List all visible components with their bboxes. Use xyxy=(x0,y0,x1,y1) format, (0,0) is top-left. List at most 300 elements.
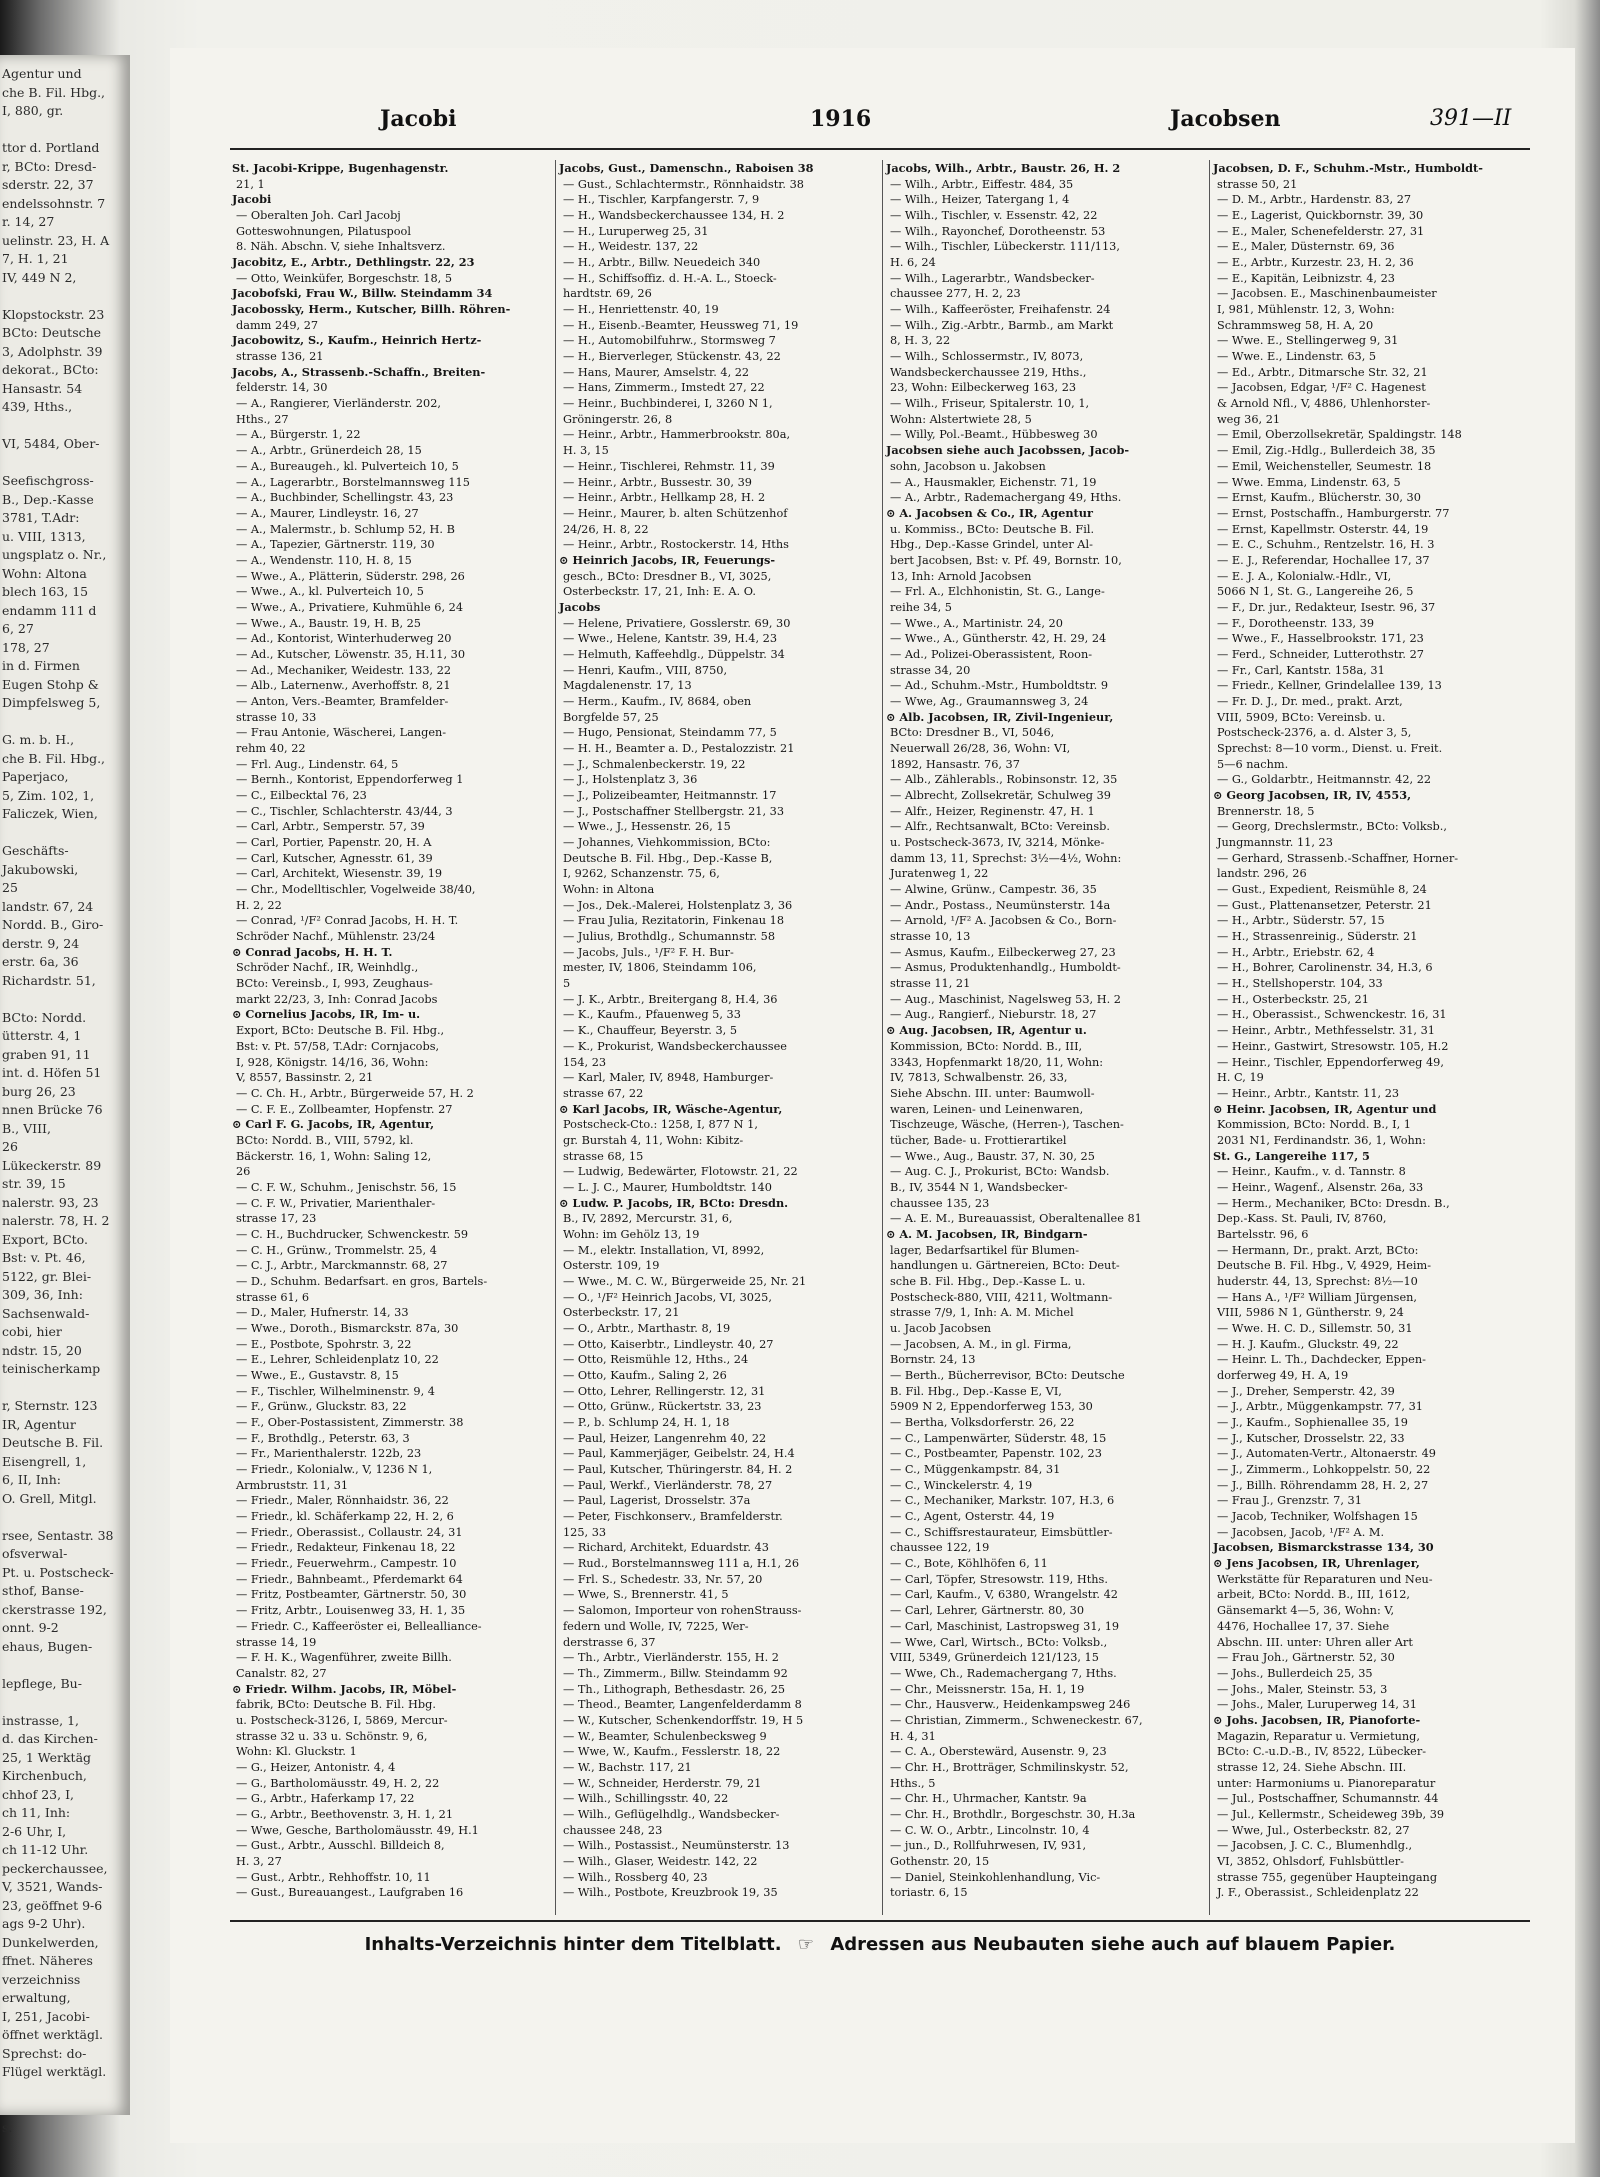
directory-entry-line: 5—6 nachm. xyxy=(1217,757,1289,771)
directory-entry-line: — A., Maurer, Lindleystr. 16, 27 xyxy=(236,506,419,520)
directory-entry-line: — A., Wendenstr. 110, H. 8, 15 xyxy=(236,553,412,567)
directory-entry-line: — K., Kaufm., Pfauenweg 5, 33 xyxy=(563,1008,741,1022)
left-page-line: Jakubowski, xyxy=(2,861,79,877)
directory-entry-line: chaussee 248, 23 xyxy=(563,1823,663,1837)
left-page-line: ofsverwal- xyxy=(2,1546,68,1561)
directory-entry-line: — Friedr., Kolonialw., V, 1236 N 1, xyxy=(236,1463,433,1477)
directory-entry-line: — E., Lagerist, Quickbornstr. 39, 30 xyxy=(1217,209,1424,223)
directory-entry-line: — C., Tischler, Schlachterstr. 43/44, 3 xyxy=(236,804,453,818)
directory-entry-line: — Ad., Kutscher, Löwenstr. 35, H.11, 30 xyxy=(236,647,466,661)
directory-entry-line: Neuerwall 26/28, 36, Wohn: VI, xyxy=(890,742,1071,755)
directory-entry-line: — Alb., Zählerabls., Robinsonstr. 12, 35 xyxy=(890,773,1118,787)
directory-entry-line: — Wwe., A., Martinistr. 24, 20 xyxy=(890,616,1063,630)
footer-right-text: Adressen aus Neubauten siehe auch auf blauem Papier. xyxy=(830,1934,1396,1955)
directory-entry-line: u. Postscheck-3673, IV, 3214, Mönke- xyxy=(890,836,1105,850)
directory-entry-line: St. Jacobi-Krippe, Bugenhagenstr. xyxy=(232,161,449,175)
directory-page xyxy=(170,48,1575,2143)
directory-entry-line: toriastr. 6, 15 xyxy=(890,1886,968,1900)
directory-entry-line: Jacobs xyxy=(559,599,601,614)
left-page-line: Richardstr. 51, xyxy=(2,972,96,988)
left-page-line: IV, 449 N 2, xyxy=(2,269,77,285)
directory-entry-line: — Wwe. E., Lindenstr. 63, 5 xyxy=(1217,350,1377,364)
directory-entry-line: — Frau Antonie, Wäscherei, Langen- xyxy=(236,726,447,740)
left-page-line: Bst: v. Pt. 46, xyxy=(2,1250,86,1265)
directory-entry-line: — Gust., Expedient, Reismühle 8, 24 xyxy=(1217,883,1427,897)
directory-entry-line: — Aug., Rangierf., Nieburstr. 18, 27 xyxy=(890,1008,1097,1022)
directory-entry-line: Dep.-Kass. St. Pauli, IV, 8760, xyxy=(1217,1212,1387,1226)
directory-entry-line: — Jacobsen, Jacob, ¹/F² A. M. xyxy=(1217,1525,1385,1539)
left-page-line: 5, Zim. 102, 1, xyxy=(2,787,95,803)
left-page-line: ckerstrasse 192, xyxy=(2,1601,107,1617)
left-page-line: 3781, T.Adr: xyxy=(2,510,80,525)
directory-entry-line: Jungmannstr. 11, 23 xyxy=(1217,836,1333,850)
directory-entry-line: Werkstätte für Reparaturen und Neu- xyxy=(1217,1572,1433,1586)
directory-entry-line: hardtstr. 69, 26 xyxy=(563,287,652,301)
directory-entry-line: Jacobossky, Herm., Kutscher, Billh. Röhren- xyxy=(232,302,511,317)
left-page-line: ndstr. 15, 20 xyxy=(2,1342,82,1358)
directory-entry-line: — Anton, Vers.-Beamter, Bramfelder- xyxy=(236,694,449,708)
left-page-line: u. VIII, 1313, xyxy=(2,528,86,544)
directory-entry-line: — Albrecht, Zollsekretär, Schulweg 39 xyxy=(890,789,1111,803)
directory-entry-line: — Gust., Schlachtermstr., Rönnhaidstr. 38 xyxy=(563,177,804,191)
directory-entry-line: Borgfelde 57, 25 xyxy=(563,710,659,724)
directory-entry-line: — Wwe, Carl, Wirtsch., BCto: Volksb., xyxy=(890,1635,1108,1649)
directory-entry-line: — Daniel, Steinkohlenhandlung, Vic- xyxy=(890,1870,1101,1884)
directory-entry-line: — Heinr., Gastwirt, Stresowstr. 105, H.2 xyxy=(1217,1039,1449,1053)
left-page-line: r. 14, 27 xyxy=(2,214,55,229)
left-page-line: ags 9-2 Uhr). xyxy=(2,1916,86,1931)
directory-entry-line: — Alwine, Grünw., Campestr. 36, 35 xyxy=(890,883,1097,897)
directory-entry-line: — Wilh., Postassist., Neumünsterstr. 13 xyxy=(563,1839,790,1853)
directory-entry-line: — Emil, Weichensteller, Seumestr. 18 xyxy=(1217,459,1432,473)
directory-entry-line: — Friedr., Redakteur, Finkenau 18, 22 xyxy=(236,1541,456,1555)
directory-entry-line: — Emil, Zig.-Hdlg., Bullerdeich 38, 35 xyxy=(1217,444,1436,458)
directory-entry-line: — Friedr. C., Kaffeeröster ei, Bellealliance- xyxy=(236,1619,482,1633)
directory-entry-line: — Jacobsen, A. M., in gl. Firma, xyxy=(890,1337,1072,1351)
directory-entry-line: 5909 N 2, Eppendorferweg 153, 30 xyxy=(890,1400,1093,1414)
directory-entry-line: 4476, Hochallee 17, 37. Siehe xyxy=(1217,1619,1390,1633)
directory-entry-line: — C. H., Grünw., Trommelstr. 25, 4 xyxy=(236,1243,437,1257)
left-page-line: Pt. u. Postscheck- xyxy=(2,1564,114,1580)
left-page-line: Dimpfelsweg 5, xyxy=(2,695,101,710)
directory-entry-line: fabrik, BCto: Deutsche B. Fil. Hbg. xyxy=(236,1698,436,1712)
directory-entry-line: — Asmus, Produktenhandlg., Humboldt- xyxy=(890,961,1121,975)
directory-entry-line: — Wilh., Heizer, Tatergang 1, 4 xyxy=(890,193,1070,207)
directory-entry-line: — O., Arbtr., Marthastr. 8, 19 xyxy=(563,1322,731,1335)
column-3 xyxy=(886,160,1209,1915)
directory-entry-line: federn und Wolle, IV, 7225, Wer- xyxy=(563,1619,749,1633)
directory-entry-line: — W., Kutscher, Schenkendorffstr. 19, H 5 xyxy=(563,1713,804,1727)
directory-entry-line: — Helene, Privatiere, Gosslerstr. 69, 30 xyxy=(563,616,791,630)
directory-entry-line: — A., Bureaugeh., kl. Pulverteich 10, 5 xyxy=(236,459,459,473)
directory-entry-line: Postscheck-880, VIII, 4211, Woltmann- xyxy=(890,1290,1113,1304)
directory-entry-line: Wandsbeckerchaussee 219, Hths., xyxy=(890,365,1087,379)
directory-entry-line: Bornstr. 24, 13 xyxy=(890,1353,976,1367)
directory-entry-line: — Carl, Töpfer, Stresowstr. 119, Hths. xyxy=(890,1572,1108,1586)
directory-entry-line: — Hans, Maurer, Amselstr. 4, 22 xyxy=(563,365,750,379)
directory-entry-line: — Alb., Laternenw., Averhoffstr. 8, 21 xyxy=(236,679,451,693)
directory-entry-line: — Jacobsen. E., Maschinenbaumeister xyxy=(1217,287,1437,301)
directory-entry-line: — Carl, Kaufm., V, 6380, Wrangelstr. 42 xyxy=(890,1588,1118,1602)
directory-entry-line: sohn, Jacobson u. Jakobsen xyxy=(890,459,1046,473)
directory-entry-line: St. G., Langereihe 117, 5 xyxy=(1213,1148,1370,1163)
directory-entry-line: Schrammsweg 58, H. A, 20 xyxy=(1217,318,1374,332)
directory-entry-line: Jacobs, Wilh., Arbtr., Baustr. 26, H. 2 xyxy=(886,161,1121,175)
directory-entry-line: — W., Bachstr. 117, 21 xyxy=(563,1760,692,1774)
directory-entry-line: — Alfr., Heizer, Reginenstr. 47, H. 1 xyxy=(890,804,1095,818)
directory-entry-line: — Otto, Grünw., Rückertstr. 33, 23 xyxy=(563,1400,762,1414)
directory-entry-line: — J., Automaten-Vertr., Altonaerstr. 49 xyxy=(1217,1447,1436,1461)
directory-entry-line: — Otto, Kaufm., Saling 2, 26 xyxy=(563,1369,727,1383)
directory-entry-line: B., IV, 3544 N 1, Wandsbecker- xyxy=(890,1180,1068,1194)
column-2 xyxy=(559,160,882,1915)
directory-entry-line: — H., Arbtr., Eriebstr. 62, 4 xyxy=(1217,945,1375,959)
directory-entry-line: strasse 67, 22 xyxy=(563,1086,644,1100)
directory-entry-line: — Heinr., Arbtr., Rostockerstr. 14, Hths xyxy=(563,538,789,552)
directory-entry-line: — J., Kutscher, Drosselstr. 22, 33 xyxy=(1217,1431,1405,1445)
directory-entry-line: — H., Weidestr. 137, 22 xyxy=(563,240,699,254)
directory-entry-line: 8, H. 3, 22 xyxy=(890,334,951,348)
directory-entry-line: strasse 14, 19 xyxy=(236,1635,317,1649)
directory-entry-line: — Johs., Maler, Steinstr. 53, 3 xyxy=(1217,1682,1388,1696)
directory-entry-line: — J., Dreher, Semperstr. 42, 39 xyxy=(1217,1384,1395,1398)
directory-entry-line: — H., Bierverleger, Stückenstr. 43, 22 xyxy=(563,350,781,364)
left-page-line: 25, 1 Werktäg xyxy=(2,1749,92,1765)
directory-entry-line: chaussee 135, 23 xyxy=(890,1196,990,1210)
directory-entry-line: H. 6, 24 xyxy=(890,256,936,270)
directory-entry-line: 2031 N1, Ferdinandstr. 36, 1, Wohn: xyxy=(1217,1133,1426,1147)
directory-entry-line: damm 13, 11, Sprechst: 3½—4½, Wohn: xyxy=(890,851,1122,865)
directory-entry-line: — Gust., Bureauangest., Laufgraben 16 xyxy=(236,1886,464,1900)
directory-entry-line: — H. J. Kaufm., Gluckstr. 49, 22 xyxy=(1217,1337,1399,1351)
directory-entry-line: — A., Malermstr., b. Schlump 52, H. B xyxy=(236,522,455,536)
directory-entry-line: — Ernst, Kaufm., Blücherstr. 30, 30 xyxy=(1217,491,1421,505)
directory-entry-line: — Johannes, Viehkommission, BCto: xyxy=(563,836,771,850)
directory-entry-line: strasse 136, 21 xyxy=(236,350,324,364)
directory-entry-line: — Heinr., Arbtr., Kantstr. 11, 23 xyxy=(1217,1086,1400,1100)
directory-entry-line: — Jul., Kellermstr., Scheideweg 39b, 39 xyxy=(1217,1807,1445,1821)
directory-entry-line: — Wwe, Jul., Osterbeckstr. 82, 27 xyxy=(1217,1823,1410,1837)
directory-entry-line: Magazin, Reparatur u. Vermietung, xyxy=(1217,1729,1420,1743)
directory-entry-line: ⊙ Heinr. Jacobsen, IR, Agentur und xyxy=(1213,1101,1437,1116)
directory-entry-line: — Chr. H., Uhrmacher, Kantstr. 9a xyxy=(890,1792,1087,1806)
directory-entry-line: — K., Prokurist, Wandsbeckerchaussee xyxy=(563,1039,787,1053)
left-page-line: nnen Brücke 76 xyxy=(2,1102,103,1117)
directory-entry-line: — H., Tischler, Karpfangerstr. 7, 9 xyxy=(563,193,760,207)
directory-entry-line: — F., Dorotheenstr. 133, 39 xyxy=(1217,616,1375,630)
directory-entry-line: — Theod., Beamter, Langenfelderdamm 8 xyxy=(563,1698,802,1712)
directory-entry-line: — H., Automobilfuhrw., Stormsweg 7 xyxy=(563,334,776,348)
left-page-line: ttor d. Portland xyxy=(2,140,100,155)
left-page-line: Sachsenwald- xyxy=(2,1305,90,1321)
directory-entry-line: Hths., 5 xyxy=(890,1776,936,1790)
directory-entry-line: ⊙ Karl Jacobs, IR, Wäsche-Agentur, xyxy=(559,1101,783,1116)
directory-entry-line: — Friedr., Oberassist., Collaustr. 24, 31 xyxy=(236,1525,463,1539)
directory-entry-line: — Bertha, Volksdorferstr. 26, 22 xyxy=(890,1416,1075,1430)
directory-entry-line: Bäckerstr. 16, 1, Wohn: Saling 12, xyxy=(236,1149,432,1163)
directory-entry-line: — Alfr., Rechtsanwalt, BCto: Vereinsb. xyxy=(890,820,1110,834)
directory-entry-line: — A., Hausmakler, Eichenstr. 71, 19 xyxy=(890,475,1097,489)
directory-entry-line: — E. C., Schuhm., Rentzelstr. 16, H. 3 xyxy=(1217,538,1435,552)
directory-entry-line: tücher, Bade- u. Frottierartikel xyxy=(890,1133,1067,1147)
directory-entry-line: B., IV, 2892, Mercurstr. 31, 6, xyxy=(563,1212,733,1226)
directory-entry-line: — Julius, Brothdlg., Schumannstr. 58 xyxy=(563,930,776,944)
left-page-line: Geschäfts- xyxy=(2,843,69,858)
directory-entry-line: 26 xyxy=(236,1165,251,1179)
directory-entry-line: — Carl, Lehrer, Gärtnerstr. 80, 30 xyxy=(890,1604,1085,1618)
directory-entry-line: — Arnold, ¹/F² A. Jacobsen & Co., Born- xyxy=(890,914,1117,928)
directory-entry-line: — Friedr., kl. Schäferkamp 22, H. 2, 6 xyxy=(236,1510,454,1524)
directory-entry-line: — Carl, Arbtr., Semperstr. 57, 39 xyxy=(236,820,425,834)
directory-entry-line: H. 3, 15 xyxy=(563,444,609,458)
directory-entry-line: — Jacobs, Juls., ¹/F² F. H. Bur- xyxy=(563,945,734,959)
directory-entry-line: — J., Zimmerm., Lohkoppelstr. 50, 22 xyxy=(1217,1463,1431,1477)
directory-entry-line: — Christian, Zimmerm., Schweneckestr. 67, xyxy=(890,1713,1143,1727)
left-page-line: I, 880, gr. xyxy=(2,103,64,118)
directory-entry-line: arbeit, BCto: Nordd. B., III, 1612, xyxy=(1217,1588,1410,1602)
directory-entry-line: Jacobsen, Bismarckstrasse 134, 30 xyxy=(1213,1540,1434,1555)
directory-entry-line: — Wwe, Ag., Graumannsweg 3, 24 xyxy=(890,694,1089,708)
directory-entry-line: — Carl, Maschinist, Lastropsweg 31, 19 xyxy=(890,1619,1120,1633)
directory-entry-line: H. 4, 31 xyxy=(890,1729,936,1743)
directory-entry-line: Jacobi xyxy=(232,192,272,207)
page-header xyxy=(230,106,1530,146)
left-page-line: 5122, gr. Blei- xyxy=(2,1268,92,1284)
left-page-line: erstr. 6a, 36 xyxy=(2,954,79,969)
left-page-line: Kirchenbuch, xyxy=(2,1768,87,1783)
left-page-line: 26 xyxy=(2,1139,18,1154)
directory-entry-line: — Frl. S., Schedestr. 33, Nr. 57, 20 xyxy=(563,1572,763,1586)
directory-entry-line: ⊙ Aug. Jacobsen, IR, Agentur u. xyxy=(886,1023,1087,1038)
directory-entry-line: — C., Postbeamter, Papenstr. 102, 23 xyxy=(890,1447,1102,1461)
directory-entry-line: — F., Tischler, Wilhelminenstr. 9, 4 xyxy=(236,1384,435,1398)
directory-entry-line: — Paul, Heizer, Langenrehm 40, 22 xyxy=(563,1431,767,1445)
directory-entry-line: — Wwe., J., Hessenstr. 26, 15 xyxy=(563,820,731,834)
directory-entry-line: strasse 17, 23 xyxy=(236,1212,317,1226)
directory-entry-line: — H., Wandsbeckerchaussee 134, H. 2 xyxy=(563,209,785,223)
directory-entry-line: VIII, 5909, BCto: Vereinsb. u. xyxy=(1217,710,1386,724)
left-page-line: VI, 5484, Ober- xyxy=(2,436,100,451)
directory-entry-line: Postscheck-2376, a. d. Alster 3, 5, xyxy=(1217,726,1412,740)
directory-entry-line: H. C, 19 xyxy=(1217,1071,1264,1085)
directory-entry-line: — Heinr., Arbtr., Hammerbrookstr. 80a, xyxy=(563,428,791,442)
directory-entry-line: J. F., Oberassist., Schleidenplatz 22 xyxy=(1217,1886,1419,1900)
left-page-line: B., Dep.-Kasse xyxy=(2,491,94,507)
left-page-line: landstr. 67, 24 xyxy=(2,898,94,914)
directory-entry-line: 13, Inh: Arnold Jacobsen xyxy=(890,569,1032,583)
directory-entry-line: V, 8557, Bassinstr. 2, 21 xyxy=(236,1071,374,1085)
directory-entry-line: — Ad., Mechaniker, Weidestr. 133, 22 xyxy=(236,663,452,677)
directory-entry-line: 23, Wohn: Eilbeckerweg 163, 23 xyxy=(890,381,1077,395)
directory-entry-line: — Wwe. Emma, Lindenstr. 63, 5 xyxy=(1217,475,1401,489)
left-page-line: nalerstr. 93, 23 xyxy=(2,1194,99,1210)
directory-entry-line: & Arnold Nfl., V, 4886, Uhlenhorster- xyxy=(1217,397,1431,411)
left-page-line: blech 163, 15 xyxy=(2,584,89,599)
left-page-line: sthof, Banse- xyxy=(2,1583,84,1598)
directory-entry-line: — G., Bartholomäusstr. 49, H. 2, 22 xyxy=(236,1776,440,1790)
directory-entry-line: derstrasse 6, 37 xyxy=(563,1635,656,1649)
directory-entry-line: ⊙ Georg Jacobsen, IR, IV, 4553, xyxy=(1213,788,1412,803)
directory-entry-line: — Heinr., Kaufm., v. d. Tannstr. 8 xyxy=(1217,1165,1406,1179)
left-page-line: r, Sternstr. 123 xyxy=(2,1398,98,1413)
left-page-line: 178, 27 xyxy=(2,639,50,655)
directory-entry-line: VI, 3852, Ohlsdorf, Fuhlsbüttler- xyxy=(1217,1854,1404,1868)
directory-entry-line: — Georg, Drechslermstr., BCto: Volksb., xyxy=(1217,820,1447,834)
directory-entry-line: Jacobofski, Frau W., Billw. Steindamm 34 xyxy=(232,286,493,301)
directory-entry-line: — Wwe., Helene, Kantstr. 39, H.4, 23 xyxy=(563,632,778,646)
directory-entry-line: — Wwe., F., Hasselbrookstr. 171, 23 xyxy=(1217,632,1424,646)
left-page-line: BCto: Nordd. xyxy=(2,1009,87,1025)
directory-entry-line: u. Postscheck-3126, I, 5869, Mercur- xyxy=(236,1713,448,1727)
directory-entry-line: — Gerhard, Strassenb.-Schaffner, Horner- xyxy=(1217,851,1459,865)
directory-entry-line: — J., Holstenplatz 3, 36 xyxy=(563,773,698,787)
directory-entry-line: Gänsemarkt 4—5, 36, Wohn: V, xyxy=(1217,1604,1395,1618)
directory-entry-line: — Frau Julia, Rezitatorin, Finkenau 18 xyxy=(563,914,785,928)
directory-entry-line: 24/26, H. 8, 22 xyxy=(563,522,649,536)
directory-entry-line: Wohn: Kl. Gluckstr. 1 xyxy=(236,1745,357,1759)
directory-entry-line: — G., Goldarbtr., Heitmannstr. 42, 22 xyxy=(1217,773,1432,787)
left-page-line: Flügel werktägl. xyxy=(2,2064,107,2079)
directory-entry-line: — Asmus, Kaufm., Eilbeckerweg 27, 23 xyxy=(890,945,1116,959)
directory-entry-line: — Wwe, Gesche, Bartholomäusstr. 49, H.1 xyxy=(236,1823,479,1837)
directory-entry-line: — Th., Arbtr., Vierländerstr. 155, H. 2 xyxy=(563,1651,779,1665)
directory-entry-line: — C. F. W., Privatier, Marienthaler- xyxy=(236,1196,436,1210)
directory-entry-line: u. Jacob Jacobsen xyxy=(890,1322,992,1335)
footer-rule xyxy=(230,1920,1530,1922)
directory-entry-line: — Wwe., A., Baustr. 19, H. B, 25 xyxy=(236,616,421,630)
directory-entry-line: — Frl. Aug., Lindenstr. 64, 5 xyxy=(236,757,399,771)
directory-entry-line: VIII, 5986 N 1, Güntherstr. 9, 24 xyxy=(1217,1306,1404,1320)
directory-entry-line: — A., Tapezier, Gärtnerstr. 119, 30 xyxy=(236,538,435,552)
pointing-hand-icon: ☞ xyxy=(797,1934,815,1955)
directory-entry-line: gesch., BCto: Dresdner B., VI, 3025, xyxy=(563,569,772,583)
directory-entry-line: — Friedr., Feuerwehrm., Campestr. 10 xyxy=(236,1557,457,1571)
directory-entry-line: — Heinr., Maurer, b. alten Schützenhof xyxy=(563,506,788,520)
left-page-line: verzeichniss xyxy=(2,1971,81,1987)
directory-entry-line: — Wwe., E., Gustavstr. 8, 15 xyxy=(236,1369,399,1383)
directory-entry-line: — A., Rangierer, Vierländerstr. 202, xyxy=(236,397,441,411)
directory-entry-line: weg 36, 21 xyxy=(1217,412,1281,426)
directory-entry-line: — H., Arbtr., Süderstr. 57, 15 xyxy=(1217,914,1385,928)
left-page-line: Agentur und xyxy=(2,66,82,81)
directory-entry-line: — C., Eilbecktal 76, 23 xyxy=(236,789,367,803)
directory-entry-line: Osterbeckstr. 17, 21 xyxy=(563,1306,680,1320)
directory-entry-line: — Heinr., Buchbinderei, I, 3260 N 1, xyxy=(563,397,773,411)
left-page-line: V, 3521, Wands- xyxy=(2,1879,103,1894)
left-page-line: 25 xyxy=(2,880,18,895)
directory-entry-line: strasse 10, 33 xyxy=(236,710,317,724)
directory-entry-line: — Heinr. L. Th., Dachdecker, Eppen- xyxy=(1217,1353,1426,1367)
directory-entry-line: I, 981, Mühlenstr. 12, 3, Wohn: xyxy=(1217,303,1395,317)
left-page-line: 309, 36, Inh: xyxy=(2,1287,83,1302)
left-page-line: ffnet. Näheres xyxy=(2,1953,93,1968)
directory-entry-line: — G., Heizer, Antonistr. 4, 4 xyxy=(236,1760,396,1774)
directory-entry-line: 5 xyxy=(563,977,571,991)
left-page-line: 23, geöffnet 9-6 xyxy=(2,1897,103,1913)
directory-entry-line: 8. Näh. Abschn. V, siehe Inhaltsverz. xyxy=(236,240,446,254)
left-page-line: endamm 111 d xyxy=(2,602,97,618)
directory-entry-line: — Johs., Maler, Luruperweg 14, 31 xyxy=(1217,1698,1417,1712)
directory-entry-line: — L. J. C., Maurer, Humboldtstr. 140 xyxy=(563,1180,772,1194)
directory-entry-line: Magdalenenstr. 17, 13 xyxy=(563,679,692,693)
directory-entry-line: ⊙ Ludw. P. Jacobs, IR, BCto: Dresdn. xyxy=(559,1195,789,1210)
directory-entry-line: — J., Billh. Röhrendamm 28, H. 2, 27 xyxy=(1217,1478,1429,1492)
directory-entry-line: — Aug., Maschinist, Nagelsweg 53, H. 2 xyxy=(890,992,1121,1006)
left-page-line: Export, BCto. xyxy=(2,1231,88,1247)
left-page-line: 6, 27 xyxy=(2,621,34,636)
directory-entry-line: — H., Schiffsoffiz. d. H.-A. L., Stoeck- xyxy=(563,271,777,285)
directory-entry-line: VIII, 5349, Grünerdeich 121/123, 15 xyxy=(890,1651,1099,1665)
directory-entry-line: — Wilh., Kaffeeröster, Freihafenstr. 24 xyxy=(890,303,1111,317)
directory-entry-line: — Jul., Postschaffner, Schumannstr. 44 xyxy=(1217,1792,1439,1806)
directory-entry-line: — J., Polizeibeamter, Heitmannstr. 17 xyxy=(563,789,777,803)
directory-entry-line: — Hans A., ¹/F² William Jürgensen, xyxy=(1217,1290,1418,1304)
directory-entry-line: — A., Arbtr., Grünerdeich 28, 15 xyxy=(236,444,422,458)
directory-entry-line: — Wwe., Doroth., Bismarckstr. 87a, 30 xyxy=(236,1322,459,1335)
left-page-line: Nordd. B., Giro- xyxy=(2,917,104,932)
directory-entry-line: — E. J. A., Kolonialw.-Hdlr., VI, xyxy=(1217,569,1392,583)
directory-entry-line: 21, 1 xyxy=(236,177,265,191)
directory-entry-line: — C. A., Oberstewärd, Ausenstr. 9, 23 xyxy=(890,1745,1107,1759)
directory-entry-line: — C. W. O., Arbtr., Lincolnstr. 10, 4 xyxy=(890,1823,1090,1837)
directory-entry-line: Wohn: im Gehölz 13, 19 xyxy=(563,1227,700,1241)
column-divider xyxy=(882,160,883,1915)
directory-entry-line: — F., Grünw., Gluckstr. 83, 22 xyxy=(236,1400,407,1414)
directory-entry-line: Schröder Nachf., Mühlenstr. 23/24 xyxy=(236,930,436,944)
directory-entry-line: dorferweg 49, H. A, 19 xyxy=(1217,1369,1349,1383)
directory-entry-line: — Wilh., Lagerarbtr., Wandsbecker- xyxy=(890,271,1095,285)
directory-entry-line: — Hermann, Dr., prakt. Arzt, BCto: xyxy=(1217,1243,1419,1257)
directory-entry-line: — Heinr., Arbtr., Hellkamp 28, H. 2 xyxy=(563,491,766,505)
directory-entry-line: ⊙ Cornelius Jacobs, IR, Im- u. xyxy=(232,1007,421,1022)
directory-entry-line: — Wilh., Schillingsstr. 40, 22 xyxy=(563,1792,729,1806)
directory-entry-line: BCto: C.-u.D.-B., IV, 8522, Lübecker- xyxy=(1217,1745,1427,1759)
directory-entry-line: — J., Schmalenbeckerstr. 19, 22 xyxy=(563,757,746,771)
directory-entry-line: Tischzeuge, Wäsche, (Herren-), Taschen- xyxy=(890,1118,1124,1132)
left-page-line: 6, II, Inh: xyxy=(2,1472,61,1487)
directory-entry-line: — H., Arbtr., Billw. Neuedeich 340 xyxy=(563,256,761,270)
directory-entry-line: — Ernst, Kapellmstr. Osterstr. 44, 19 xyxy=(1217,522,1429,536)
directory-entry-line: bert Jacobsen, Bst: v. Pf. 49, Bornstr. 10, xyxy=(890,553,1122,567)
directory-entry-line: — W., Beamter, Schulenbecksweg 9 xyxy=(563,1729,767,1743)
directory-entry-line: — Jos., Dek.-Malerei, Holstenplatz 3, 36 xyxy=(563,898,793,912)
directory-entry-line: — H., Stellshoperstr. 104, 33 xyxy=(1217,977,1383,991)
left-page-line: rsee, Sentastr. 38 xyxy=(2,1527,114,1543)
directory-entry-line: markt 22/23, 3, Inh: Conrad Jacobs xyxy=(236,992,438,1006)
directory-entry-line: — Hugo, Pensionat, Steindamm 77, 5 xyxy=(563,726,777,740)
directory-entry-line: — Hans, Zimmerm., Imstedt 27, 22 xyxy=(563,381,765,395)
directory-entry-line: — C. F. E., Zollbeamter, Hopfenstr. 27 xyxy=(236,1102,453,1116)
left-page-line: Klopstockstr. 23 xyxy=(2,306,105,322)
directory-entry-line: — E., Maler, Schenefelderstr. 27, 31 xyxy=(1217,224,1425,238)
directory-entry-line: — Rud., Borstelmannsweg 111 a, H.1, 26 xyxy=(563,1557,800,1571)
left-page-line: s. xyxy=(2,2119,13,2135)
directory-entry-line: damm 249, 27 xyxy=(236,318,319,332)
directory-entry-line: 5066 N 1, St. G., Langereihe 26, 5 xyxy=(1217,585,1414,599)
directory-entry-line: — D., Maler, Hufnerstr. 14, 33 xyxy=(236,1306,409,1320)
directory-entry-line: — Carl, Architekt, Wiesenstr. 39, 19 xyxy=(236,867,443,881)
directory-entry-line: — E., Lehrer, Schleidenplatz 10, 22 xyxy=(236,1353,439,1367)
left-page-line: Deutsche B. Fil. xyxy=(2,1435,104,1450)
directory-entry-line: — F. H. K., Wagenführer, zweite Billh. xyxy=(236,1651,452,1665)
directory-entry-line: — Wilh., Schlossermstr., IV, 8073, xyxy=(890,350,1084,364)
directory-entry-line: — Heinr., Wagenf., Alsenstr. 26a, 33 xyxy=(1217,1180,1424,1194)
left-page-line: Faliczek, Wien, xyxy=(2,806,98,821)
directory-entry-line: Jacobs, A., Strassenb.-Schaffn., Breiten- xyxy=(232,364,486,379)
left-page-line: Wohn: Altona xyxy=(2,565,87,581)
left-page-line: che B. Fil. Hbg., xyxy=(2,84,106,100)
directory-entry-line: strasse 61, 6 xyxy=(236,1290,310,1304)
